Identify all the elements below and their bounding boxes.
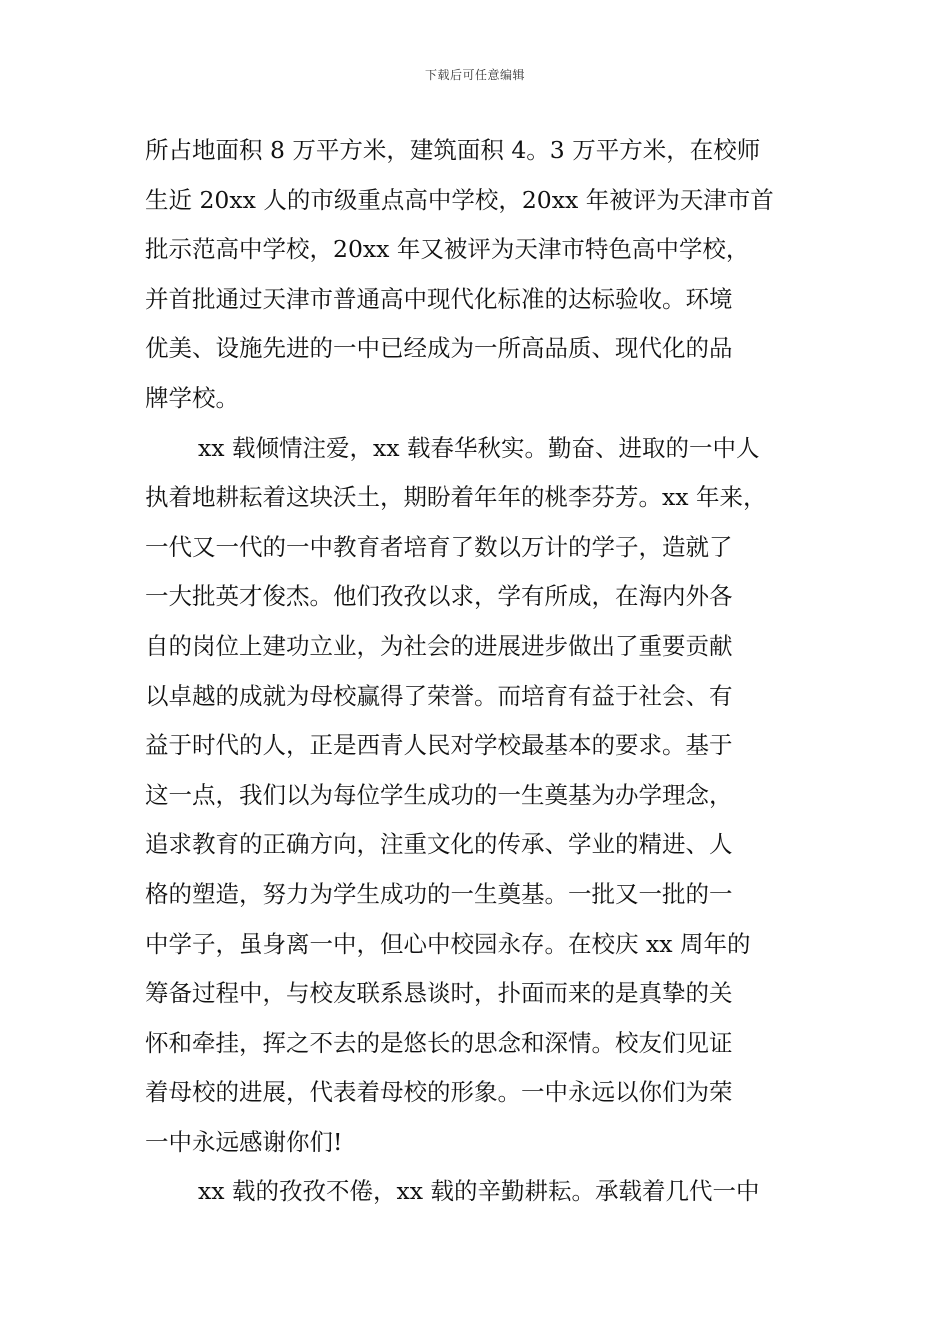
text-line: xx 载倾情注爱，xx 载春华秋实。勤奋、进取的一中人 xyxy=(198,433,760,462)
text-line: 并首批通过天津市普通高中现代化标准的达标验收。环境 xyxy=(145,284,733,313)
document-body xyxy=(145,126,835,1217)
text-line: 生近 20xx 人的市级重点高中学校，20xx 年被评为天津市首 xyxy=(145,185,774,214)
text-line: 筹备过程中，与校友联系恳谈时，扑面而来的是真挚的关 xyxy=(145,979,733,1008)
text-line: 以卓越的成就为母校赢得了荣誉。而培育有益于社会、有 xyxy=(145,681,733,710)
text-line: 格的塑造，努力为学生成功的一生奠基。一批又一批的一 xyxy=(145,879,733,908)
text-line: 优美、设施先进的一中已经成为一所高品质、现代化的品 xyxy=(145,334,733,363)
text-line: 一代又一代的一中教育者培育了数以万计的学子，造就了 xyxy=(145,532,733,561)
text-line: 着母校的进展，代表着母校的形象。一中永远以你们为荣 xyxy=(145,1078,733,1107)
text-line: 一中永远感谢你们! xyxy=(145,1127,343,1156)
text-line: 益于时代的人，正是西青人民对学校最基本的要求。基于 xyxy=(145,731,733,760)
text-line: 执着地耕耘着这块沃土，期盼着年年的桃李芬芳。xx 年来， xyxy=(145,483,767,512)
text-line: 牌学校。 xyxy=(145,383,239,412)
text-line: 自的岗位上建功立业，为社会的进展进步做出了重要贡献 xyxy=(145,631,733,660)
text-line: 追求教育的正确方向，注重文化的传承、学业的精进、人 xyxy=(145,830,733,859)
text-line: 所占地面积 8 万平方米，建筑面积 4。3 万平方米，在校师 xyxy=(145,136,761,164)
page-header: 下载后可任意编辑 xyxy=(424,68,525,82)
text-line: 一大批英才俊杰。他们孜孜以求，学有所成，在海内外各 xyxy=(145,582,733,611)
text-line: 批示范高中学校，20xx 年又被评为天津市特色高中学校， xyxy=(145,235,750,264)
text-line: 怀和牵挂，挥之不去的是悠长的思念和深情。校友们见证 xyxy=(145,1028,733,1057)
text-line: xx 载的孜孜不倦，xx 载的辛勤耕耘。承载着几代一中 xyxy=(198,1177,760,1206)
text-line: 中学子，虽身离一中，但心中校园永存。在校庆 xx 周年的 xyxy=(145,929,751,958)
text-line: 这一点，我们以为每位学生成功的一生奠基为办学理念， xyxy=(145,780,733,809)
